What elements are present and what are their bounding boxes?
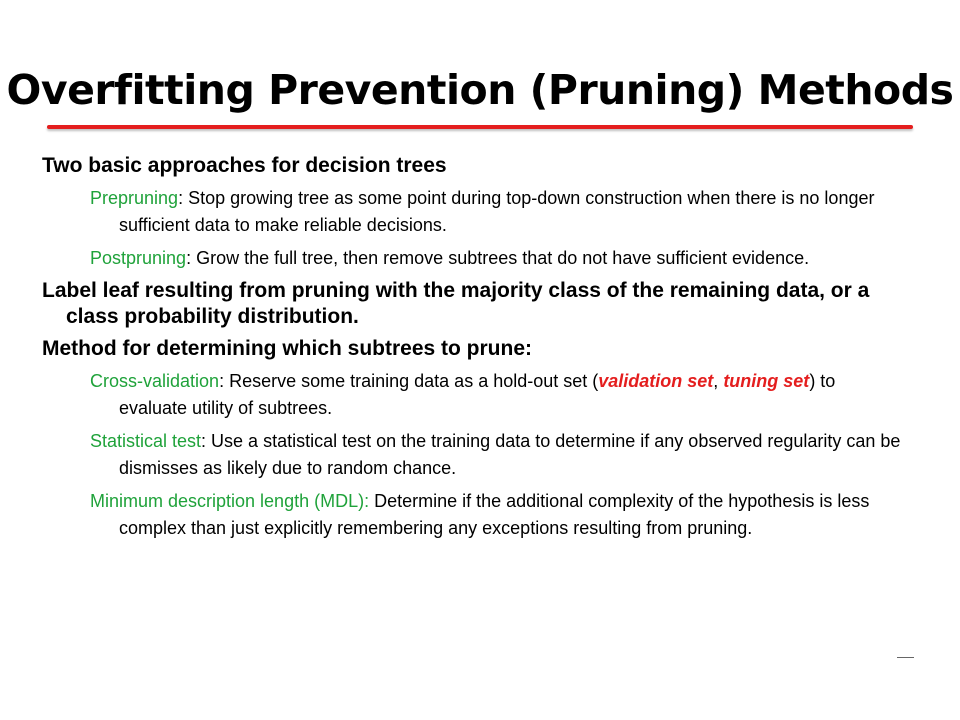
bullet-text: Two basic approaches for decision trees	[42, 154, 447, 177]
bullet-text: Label leaf resulting from pruning with the majority class of the remaining data, or a class probability distribution.	[42, 279, 870, 328]
term-cross-validation: Cross-validation	[90, 371, 220, 391]
subbullet-text: : Reserve some training data as a hold-out set (	[219, 371, 599, 391]
emphasis-tuning-set: tuning set	[723, 371, 810, 391]
slide-title: Overfitting Prevention (Pruning) Methods	[6, 66, 954, 114]
bullet-label-leaf	[42, 278, 902, 330]
subbullet-prepruning	[90, 185, 902, 239]
emphasis-validation-set: validation set	[598, 371, 714, 391]
separator: ,	[713, 371, 724, 391]
subbullet-mdl	[90, 488, 902, 542]
subbullet-cross-validation	[90, 368, 902, 422]
slide-body	[42, 153, 902, 542]
subbullet-text: ) to evaluate utility of subtrees.	[119, 371, 836, 418]
corner-mark	[897, 657, 914, 658]
term-mdl: Minimum description length (MDL):	[90, 491, 370, 511]
bullet-approaches	[42, 153, 902, 179]
term-postpruning: Postpruning	[90, 248, 187, 268]
subbullet-text: : Use a statistical test on the training data to determine if any observed regularity can be dismisses as likely due to random chance.	[119, 431, 901, 478]
term-statistical-test: Statistical test	[90, 431, 202, 451]
subbullet-text: : Grow the full tree, then remove subtrees that do not have sufficient evidence.	[186, 248, 810, 268]
term-prepruning: Prepruning	[90, 188, 179, 208]
subbullet-text: Determine if the additional complexity of the hypothesis is less complex than just explicitly remembering any exceptions resulting from pruning.	[119, 491, 870, 538]
subbullet-statistical-test	[90, 428, 902, 482]
subbullet-postpruning	[90, 245, 902, 272]
bullet-text: Method for determining which subtrees to prune:	[42, 337, 533, 360]
title-underline	[47, 125, 913, 129]
subbullet-text: : Stop growing tree as some point during top-down construction when there is no longer sufficient data to make reliable decisions.	[119, 188, 875, 235]
bullet-method	[42, 336, 902, 362]
